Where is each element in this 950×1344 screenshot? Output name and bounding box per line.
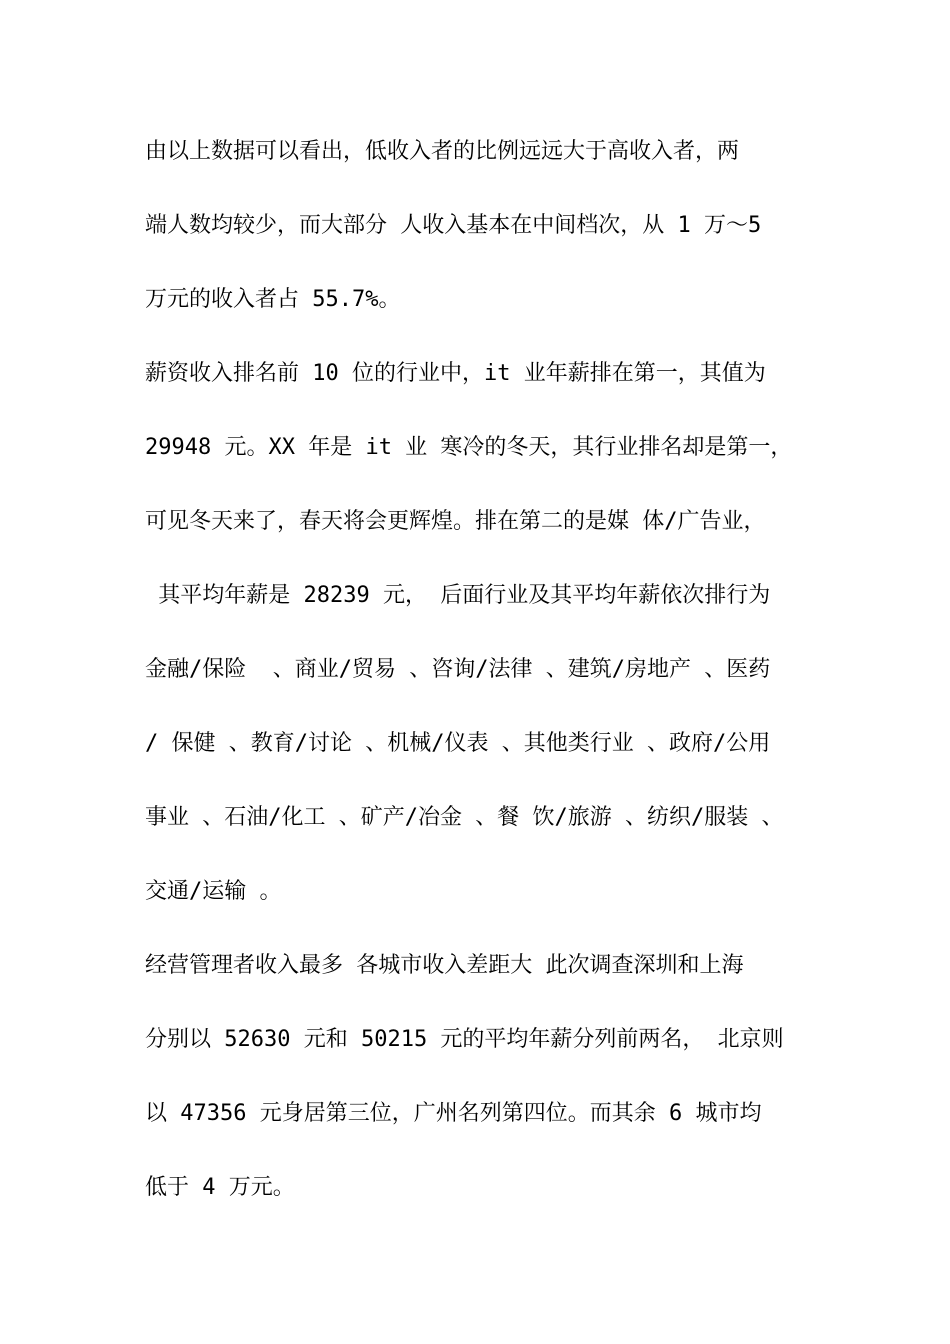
text-line: 事业 、石油/化工 、矿产/冶金 、餐 饮/旅游 、纺织/服装 、 bbox=[145, 805, 784, 830]
text-line: 万元的收入者占 55.7%。 bbox=[145, 287, 401, 312]
text-line: 低于 4 万元。 bbox=[145, 1175, 295, 1200]
text-line: 以 47356 元身居第三位，广州名列第四位。而其余 6 城市均 bbox=[145, 1101, 762, 1126]
text-line: / 保健 、教育/讨论 、机械/仪表 、其他类行业 、政府/公用 bbox=[145, 731, 771, 756]
text-line: 经营管理者收入最多 各城市收入差距大 此次调查深圳和上海 bbox=[145, 953, 744, 978]
text-line: 交通/运输 。 bbox=[145, 879, 282, 904]
text-line: 可见冬天来了，春天将会更辉煌。排在第二的是媒 体/广告业， bbox=[145, 509, 766, 534]
text-line: 29948 元。XX 年是 it 业 寒冷的冬天，其行业排名却是第一， bbox=[145, 435, 793, 460]
text-line: 薪资收入排名前 10 位的行业中，it 业年薪排在第一，其值为 bbox=[145, 361, 766, 386]
text-line: 金融/保险 、商业/贸易 、咨询/法律 、建筑/房地产 、医药 bbox=[145, 657, 771, 682]
text-line: 端人数均较少，而大部分 人收入基本在中间档次，从 1 万～5 bbox=[145, 213, 762, 238]
text-line: 分别以 52630 元和 50215 元的平均年薪分列前两名， 北京则 bbox=[145, 1027, 784, 1052]
text-line: 由以上数据可以看出，低收入者的比例远远大于高收入者，两 bbox=[145, 139, 740, 164]
text-line: 其平均年薪是 28239 元， 后面行业及其平均年薪依次排行为 bbox=[145, 583, 771, 608]
